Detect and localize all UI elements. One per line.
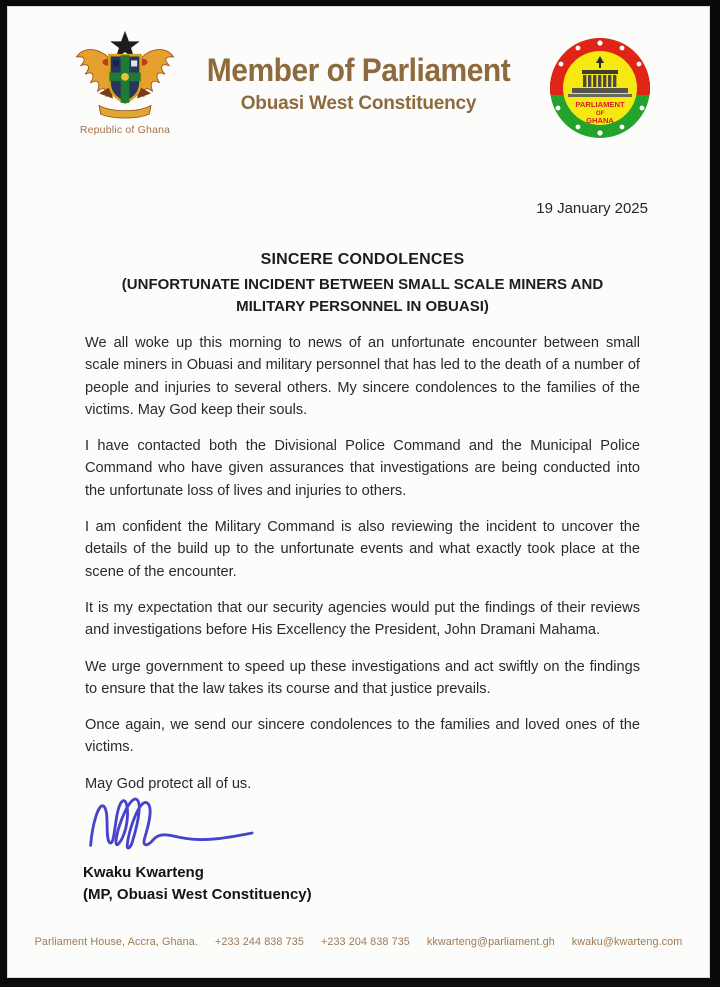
paragraph-7: May God protect all of us.	[85, 775, 252, 792]
ghana-coat-of-arms	[67, 30, 183, 136]
letter-body	[85, 332, 640, 809]
letter-subheading: (UNFORTUNATE INCIDENT BETWEEN SMALL SCALE MINERS AND MILITARY PERSONNEL IN OBUASI)	[121, 276, 604, 315]
paragraph-3: I am confident the Military Command is also reviewing the incident to uncover the details of the build up to the unfortunate events and what exactly took place at the scene of the encounter.	[85, 519, 640, 580]
footer-email-1: kkwarteng@parliament.gh	[426, 936, 555, 948]
letter-date: 19 January 2025	[536, 200, 648, 217]
signatory-title: (MP, Obuasi West Constituency)	[83, 886, 312, 903]
seal-text-line1: PARLIAMENT	[575, 100, 625, 109]
letter-page	[7, 6, 710, 978]
parliament-of-ghana-seal	[548, 36, 652, 140]
paragraph-5: We urge government to speed up these investigations and act swiftly on the findings to ensure that the law takes its course and that justice prevails.	[85, 658, 640, 697]
letterhead	[7, 26, 710, 156]
letter-footer	[7, 936, 710, 948]
footer-email-2: kwaku@kwarteng.com	[571, 936, 683, 948]
crest-caption: Republic of Ghana	[79, 124, 171, 136]
footer-address: Parliament House, Accra, Ghana.	[34, 936, 198, 948]
seal-text-line2: OF	[595, 111, 605, 117]
footer-phone-2: +233 204 838 735	[320, 936, 410, 948]
paragraph-6: Once again, we send our sincere condolences to the families and loved ones of the victims.	[85, 717, 640, 756]
signature-image	[83, 788, 273, 860]
letterhead-title-block	[187, 54, 530, 115]
parliament-seal-icon	[548, 36, 652, 140]
footer-phone-1: +233 244 838 735	[214, 936, 304, 948]
signature-block	[83, 788, 312, 903]
letter-title-block	[77, 251, 648, 318]
paragraph-4: It is my expectation that our security agencies would put the findings of their reviews and investigations before His Excellency the President, John Dramani Mahama.	[85, 599, 640, 639]
signatory-name: Kwaku Kwarteng	[83, 864, 204, 881]
letterhead-subtitle: Obuasi West Constituency	[240, 93, 477, 114]
coat-of-arms-icon	[73, 30, 177, 122]
paragraph-1: We all woke up this morning to news of an unfortunate encounter between small scale miners in Obuasi and military personnel that has led to the death of a number of people and injuries to several others. My sincere condolences to the families of the victims. May God keep their souls.	[85, 335, 640, 418]
letter-heading: SINCERE CONDOLENCES	[260, 251, 465, 268]
paragraph-2: I have contacted both the Divisional Police Command and the Municipal Police Command who have given assurances that investigations are being conducted into the unfortunate loss of lives and injuries to others.	[85, 438, 640, 499]
letterhead-title: Member of Parliament	[206, 52, 511, 89]
seal-text-line3: GHANA	[586, 116, 614, 125]
